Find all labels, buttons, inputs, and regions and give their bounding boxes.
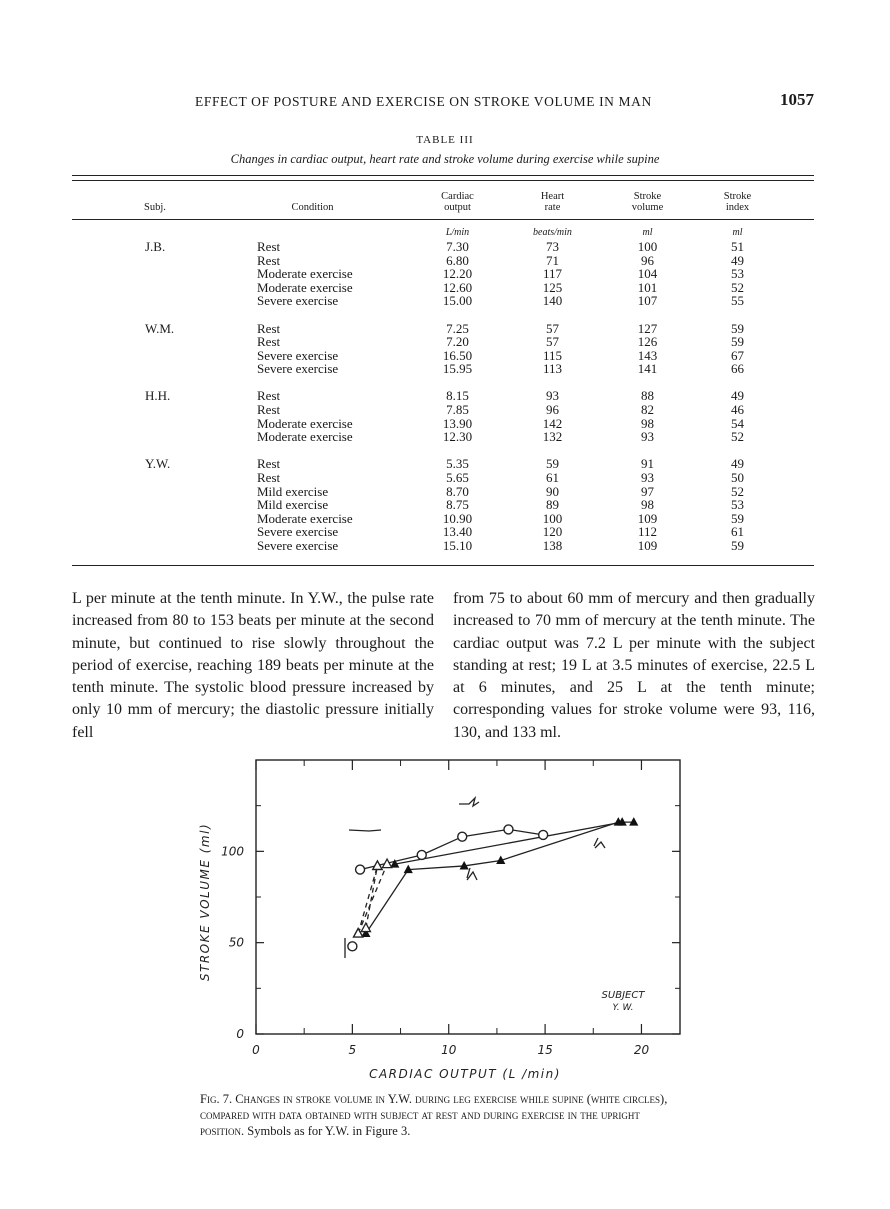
table-cell-sv: 98 (641, 497, 654, 513)
x-tick-label: 15 (537, 1043, 553, 1057)
body-text-right-column: from 75 to about 60 mm of mercury and then gradually increased to 70 mm of mercury at the tenth minute. The cardiac output was 7.2 L per minute with the subject standing at rest; 19 L at 3.5 minutes of exercise, 22.5 L at 6 minutes, and 25 L at the tenth minute; corresponding values for stroke volume were 93, 116, 130, and 133 ml. (453, 590, 815, 741)
col-header-cardiac-output: Cardiac output (441, 191, 474, 213)
table-cell-sv: 88 (641, 388, 654, 404)
table-cell-si: 51 (731, 239, 744, 254)
table-cell-co: 7.20 (446, 334, 469, 350)
table-cell-condition: Mild exercise (257, 483, 329, 499)
table-cell-sv: 104 (637, 266, 658, 282)
x-tick-label: 10 (441, 1043, 457, 1057)
table-cell-hr: 100 (542, 510, 563, 526)
x-tick-label: 0 (252, 1043, 260, 1057)
table-cell-condition: Severe exercise (257, 524, 339, 540)
table-cell-hr: 138 (542, 537, 563, 553)
figure-caption (200, 1091, 686, 1139)
table-cell-hr: 57 (546, 320, 559, 336)
table-cell-hr: 61 (546, 469, 559, 485)
table-cell-si: 55 (731, 293, 744, 309)
table-cell-si: 66 (731, 361, 744, 377)
table-cell-condition: Moderate exercise (257, 266, 353, 282)
table-cell-condition: Rest (257, 320, 281, 336)
table-cell-condition: Moderate exercise (257, 415, 353, 431)
figure-squiggle-annotations (345, 798, 605, 958)
x-tick-label: 5 (348, 1043, 357, 1057)
table-cell-sv: 93 (641, 469, 654, 485)
table-cell-co: 7.30 (446, 239, 469, 254)
table-cell-sv: 97 (641, 483, 654, 499)
table-cell-sv: 107 (637, 293, 658, 309)
table-cell-sv: 101 (637, 279, 658, 295)
figure-caption-main: Changes in stroke volume in Y.W. during leg exercise while supine (white circles), compared with data obtained with subject at rest and during exercise in the upright position. (200, 1092, 668, 1138)
table-cell-condition: Rest (257, 252, 281, 268)
table-cell-sv: 93 (641, 429, 654, 445)
table-cell-condition: Rest (257, 334, 281, 350)
table-cell-hr: 117 (542, 266, 563, 282)
table-cell-hr: 73 (546, 239, 559, 254)
table-cell-si: 59 (731, 320, 744, 336)
col-header-heart-rate: Heart rate (540, 191, 565, 213)
table-cell-si: 49 (731, 456, 744, 472)
table-cell-condition: Rest (257, 239, 281, 254)
table-cell-co: 12.20 (442, 266, 473, 282)
table-cell-condition: Moderate exercise (257, 279, 353, 295)
table-cell-hr: 93 (546, 388, 559, 404)
open-triangle-point (354, 929, 363, 938)
table-cell-hr: 142 (542, 415, 563, 431)
table-caption: Changes in cardiac output, heart rate and stroke volume during exercise while supine (230, 152, 660, 166)
y-tick-label: 50 (228, 935, 244, 950)
col-header-condition: Condition (291, 202, 334, 213)
table-cell-hr: 113 (542, 361, 563, 377)
subject-id-label: Y. W. (612, 1003, 634, 1013)
table-cell-sv: 126 (637, 334, 658, 350)
table-cell-si: 59 (731, 334, 744, 350)
table-cell-co: 7.85 (446, 402, 469, 417)
table-cell-sv: 100 (637, 239, 658, 254)
table-cell-sv: 98 (641, 415, 654, 431)
table-cell-co: 5.65 (446, 469, 469, 485)
table-cell-condition: Severe exercise (257, 361, 339, 377)
table-cell-si: 52 (731, 483, 744, 499)
table-cell-co: 8.75 (446, 497, 469, 513)
running-head: EFFECT OF POSTURE AND EXERCISE ON STROKE VOLUME IN MAN (195, 94, 652, 109)
open-circle-point (348, 942, 357, 951)
table-cell-subject: W.M. (145, 320, 175, 336)
table-cell-co: 15.00 (442, 293, 473, 309)
table-bottom-rule (72, 565, 814, 566)
y-tick-label: 0 (236, 1027, 244, 1041)
table-cell-sv: 143 (637, 347, 658, 363)
table-cell-sv: 109 (637, 537, 658, 553)
table-cell-hr: 125 (542, 279, 563, 295)
table-cell-condition: Rest (257, 402, 281, 417)
table-cell-sv: 127 (637, 320, 658, 336)
table-cell-sv: 112 (637, 524, 658, 540)
table-cell-co: 8.15 (446, 388, 469, 404)
table-cell-si: 59 (731, 537, 744, 553)
table-cell-hr: 115 (542, 347, 563, 363)
x-axis-label: CARDIAC OUTPUT (L /min) (369, 1067, 561, 1081)
table-cell-condition: Rest (257, 388, 281, 404)
table-cell-si: 49 (731, 388, 744, 404)
col-header-subject: Subj. (144, 202, 166, 213)
table-cell-condition: Moderate exercise (257, 510, 353, 526)
unit-stroke-volume: ml (642, 227, 653, 238)
table-cell-hr: 140 (542, 293, 563, 309)
x-tick-label: 20 (633, 1043, 650, 1057)
y-tick-label: 100 (221, 844, 244, 859)
table-cell-sv: 96 (641, 252, 654, 268)
table-cell-sv: 82 (641, 402, 654, 417)
col-header-stroke-volume: Stroke volume (631, 191, 664, 213)
series-line-1 (366, 822, 634, 933)
table-cell-si: 52 (731, 429, 744, 445)
series-line-3 (358, 866, 377, 934)
table-cell-co: 5.35 (446, 456, 469, 472)
open-circle-point (458, 832, 467, 841)
col-header-stroke-index: Stroke index (723, 191, 752, 213)
table-cell-si: 54 (731, 415, 744, 431)
table-top-rule (72, 175, 814, 176)
table-header-rule (72, 219, 814, 220)
table-cell-co: 10.90 (442, 510, 473, 526)
table-cell-sv: 109 (637, 510, 658, 526)
table-cell-co: 16.50 (442, 347, 473, 363)
filled-triangle-point (629, 817, 638, 826)
table-cell-co: 7.25 (446, 320, 469, 336)
table-cell-si: 61 (731, 524, 744, 540)
page-number: 1057 (780, 90, 814, 109)
open-circle-point (504, 825, 513, 834)
figure-caption-tail: Symbols as for Y.W. in Figure 3. (247, 1124, 411, 1138)
table-cell-hr: 71 (546, 252, 559, 268)
open-circle-point (356, 865, 365, 874)
open-circle-point (539, 830, 548, 839)
unit-stroke-index: ml (732, 227, 743, 238)
y-axis-label: STROKE VOLUME (ml) (198, 822, 212, 982)
table-cell-condition: Moderate exercise (257, 429, 353, 445)
figure-caption-lead: Fig. 7. (200, 1092, 233, 1106)
table-cell-condition: Rest (257, 469, 281, 485)
figure-7-chart (195, 752, 695, 1092)
table-cell-subject: Y.W. (145, 456, 171, 472)
unit-heart-rate: beats/min (533, 227, 572, 238)
table-cell-si: 53 (731, 497, 744, 513)
table-cell-si: 46 (731, 402, 744, 417)
table-cell-co: 15.10 (442, 537, 473, 553)
table-cell-condition: Mild exercise (257, 497, 329, 513)
table-cell-subject: J.B. (145, 239, 166, 254)
table-cell-co: 12.30 (442, 429, 473, 445)
table-cell-si: 50 (731, 469, 744, 485)
table-cell-si: 59 (731, 510, 744, 526)
table-cell-hr: 96 (546, 402, 559, 417)
table-cell-co: 15.95 (442, 361, 473, 377)
table-cell-si: 53 (731, 266, 744, 282)
table-cell-condition: Severe exercise (257, 293, 339, 309)
subject-label: SUBJECT (601, 990, 645, 1001)
table-cell-condition: Rest (257, 456, 281, 472)
table-cell-sv: 91 (641, 456, 654, 472)
table-cell-hr: 90 (546, 483, 559, 499)
table-cell-hr: 89 (546, 497, 559, 513)
unit-cardiac-output: L/min (445, 227, 470, 238)
table-cell-hr: 120 (542, 524, 563, 540)
open-circle-point (417, 850, 426, 859)
body-text-left-column: L per minute at the tenth minute. In Y.W., the pulse rate increased from 80 to 153 beats per minute at the second minute, but continued to rise slowly throughout the period of exercise, reaching 189 beats per minute at the tenth minute. The systolic blood pressure increased by only 10 mm of mercury; the diastolic pressure initially fell (72, 590, 434, 741)
table-cell-sv: 141 (637, 361, 658, 377)
table-cell-co: 6.80 (446, 252, 469, 268)
table-cell-co: 8.70 (446, 483, 469, 499)
table-label: TABLE III (416, 134, 474, 146)
table-cell-co: 13.40 (442, 524, 473, 540)
table-cell-si: 52 (731, 279, 744, 295)
table-cell-condition: Severe exercise (257, 537, 339, 553)
table-cell-co: 13.90 (442, 415, 473, 431)
table-cell-hr: 132 (542, 429, 563, 445)
table-cell-si: 67 (731, 347, 744, 363)
table-cell-hr: 57 (546, 334, 559, 350)
table-cell-condition: Severe exercise (257, 347, 339, 363)
table-cell-hr: 59 (546, 456, 559, 472)
table-cell-co: 12.60 (442, 279, 473, 295)
table-top-rule-2 (72, 180, 814, 181)
table-cell-si: 49 (731, 252, 744, 268)
table-cell-subject: H.H. (145, 388, 171, 404)
